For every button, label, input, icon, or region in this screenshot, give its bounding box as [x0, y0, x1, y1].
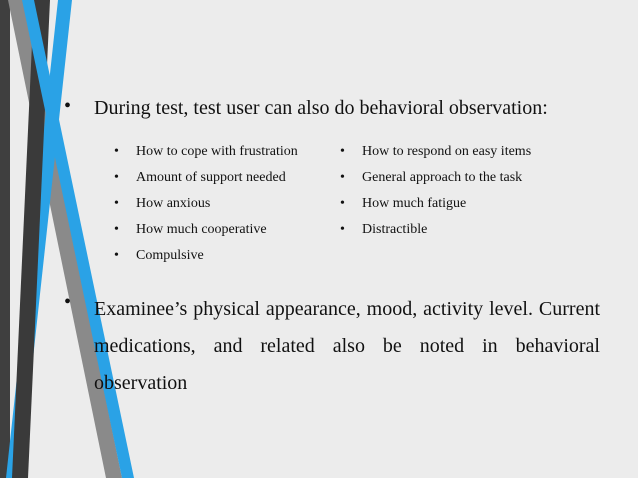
main-bullet-2: •: [64, 291, 72, 313]
sub-bullet: •: [114, 144, 119, 159]
main-point-1: During test, test user can also do behavioral observation:: [94, 97, 548, 119]
sub-bullet: •: [114, 170, 119, 185]
list-item: [114, 220, 298, 246]
list-item: [340, 194, 531, 220]
list-item: [340, 220, 531, 246]
list-item-text: Compulsive: [136, 248, 204, 263]
main-point-2: Examinee’s physical appearance, mood, activity level. Current medications, and related also be noted in behavioral observation: [94, 298, 600, 394]
sub-bullet: •: [114, 196, 119, 211]
list-item-text: Amount of support needed: [136, 170, 286, 185]
list-item: [114, 194, 298, 220]
list-item-text: How anxious: [136, 196, 211, 211]
sub-bullet: •: [340, 144, 345, 159]
sub-list-right: [340, 142, 531, 246]
list-item: [340, 168, 531, 194]
list-item-text: How to cope with frustration: [136, 144, 298, 159]
sub-bullet: •: [114, 248, 119, 263]
sub-bullet: •: [340, 170, 345, 185]
sub-bullet: •: [114, 222, 119, 237]
list-item: [114, 168, 298, 194]
list-item-text: How much cooperative: [136, 222, 267, 237]
sub-bullet: •: [340, 196, 345, 211]
list-item-text: How much fatigue: [362, 196, 467, 211]
list-item: [114, 142, 298, 168]
stripe-dark: [0, 0, 10, 478]
list-item: [340, 142, 531, 168]
list-item-text: Distractible: [362, 222, 428, 237]
list-item-text: How to respond on easy items: [362, 144, 532, 159]
list-item: [114, 246, 298, 272]
sub-bullet: •: [340, 222, 345, 237]
list-item-text: General approach to the task: [362, 170, 523, 185]
main-bullet-1: •: [64, 95, 72, 117]
sub-list-left: [114, 142, 298, 272]
